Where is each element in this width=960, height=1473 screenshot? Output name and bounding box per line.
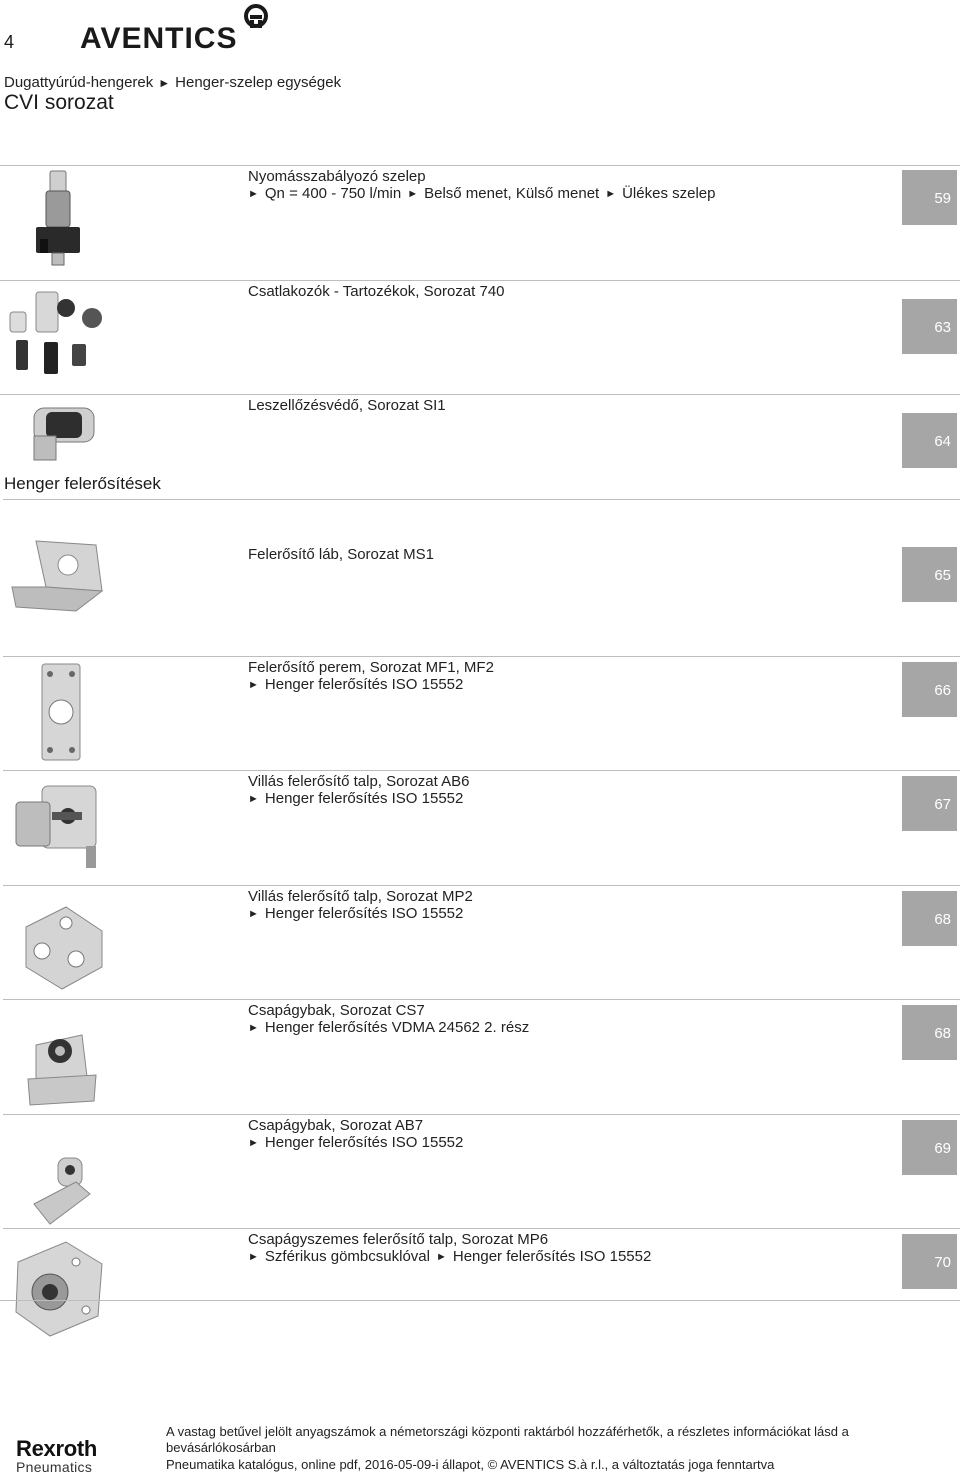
product-title: Felerősítő perem, Sorozat MF1, MF2 xyxy=(248,658,494,676)
page-link-button[interactable]: 63 xyxy=(902,299,957,354)
product-row[interactable] xyxy=(0,616,960,731)
product-title: Felerősítő láb, Sorozat MS1 xyxy=(248,545,434,563)
product-row[interactable] xyxy=(0,394,960,509)
product-title: Villás felerősítő talp, Sorozat MP2 xyxy=(248,887,473,905)
product-features xyxy=(248,185,715,204)
row-divider xyxy=(3,1114,960,1115)
feature-text: Henger felerősítés ISO 15552 xyxy=(264,675,464,693)
page-link-button[interactable]: 59 xyxy=(902,170,957,225)
page-link-button[interactable]: 68 xyxy=(902,1005,957,1060)
footer-meta: Pneumatika katalógus, online pdf, 2016-05-09-i állapot, © AVENTICS S.à r.l., a változtatás joga fenntartva xyxy=(166,1457,775,1472)
product-row[interactable] xyxy=(0,1188,960,1303)
rexroth-logo-text: Rexroth xyxy=(16,1436,98,1461)
page-link-button[interactable]: 70 xyxy=(902,1234,957,1289)
product-description xyxy=(248,397,446,414)
bullet-arrow-icon: ► xyxy=(248,793,259,805)
product-title: Villás felerősítő talp, Sorozat AB6 xyxy=(248,773,470,790)
exhaust-protector-icon xyxy=(6,398,116,502)
product-features xyxy=(248,1019,529,1038)
product-description xyxy=(248,283,505,300)
row-divider xyxy=(3,1228,960,1229)
row-divider xyxy=(3,499,960,500)
feature-text: Henger felerősítés VDMA 24562 2. rész xyxy=(264,1019,530,1036)
row-divider xyxy=(0,394,960,395)
feature-text: Henger felerősítés ISO 15552 xyxy=(264,904,464,922)
feature-text: Ülékes szelep xyxy=(622,185,716,202)
product-features xyxy=(248,1248,651,1267)
bullet-arrow-icon: ► xyxy=(248,1022,259,1034)
bullet-arrow-icon: ► xyxy=(605,188,617,200)
spherical-bearing-bracket-icon xyxy=(6,1236,116,1340)
product-description xyxy=(248,1117,463,1153)
breadcrumb-item[interactable]: Dugattyúrúd-hengerek xyxy=(4,74,154,91)
product-row[interactable] xyxy=(0,1074,960,1189)
page-link-button[interactable]: 65 xyxy=(902,547,957,602)
feature-text: Qn = 400 - 750 l/min xyxy=(264,185,402,202)
footer-text xyxy=(166,1424,956,1473)
product-description xyxy=(248,659,494,695)
row-divider xyxy=(3,770,960,771)
row-divider xyxy=(0,165,960,166)
feature-text: Henger felerősítés ISO 15552 xyxy=(264,790,464,807)
feature-text: Belső menet, Külső menet xyxy=(424,185,600,202)
aventics-logo-text: AVENTICS xyxy=(80,22,238,52)
footer-note: A vastag betűvel jelölt anyagszámok a németországi központi raktárból hozzáférhetők, a részletes információkat lásd a bevásárlókosárban xyxy=(166,1424,849,1455)
product-row[interactable] xyxy=(0,165,960,280)
pressure-regulator-valve-icon xyxy=(6,169,116,273)
page-number: 4 xyxy=(4,32,15,52)
product-description xyxy=(248,168,715,204)
product-row[interactable] xyxy=(0,959,960,1074)
bullet-arrow-icon: ► xyxy=(248,678,259,691)
bullet-arrow-icon: ► xyxy=(407,188,419,200)
product-features xyxy=(248,676,494,695)
page-link-button[interactable]: 69 xyxy=(902,1120,957,1175)
section-end-divider xyxy=(0,1300,960,1301)
product-title: Csatlakozók - Tartozékok, Sorozat 740 xyxy=(248,282,505,300)
product-list xyxy=(0,165,960,1303)
product-description xyxy=(248,1002,529,1038)
product-features xyxy=(248,905,473,924)
product-row[interactable] xyxy=(0,845,960,960)
breadcrumb-arrow-icon: ► xyxy=(158,76,171,90)
product-row[interactable] xyxy=(0,509,960,616)
product-title: Csapágybak, Sorozat AB7 xyxy=(248,1116,424,1134)
feature-text: Szférikus gömbcsuklóval xyxy=(264,1248,430,1265)
product-title: Leszellőzésvédő, Sorozat SI1 xyxy=(248,397,446,414)
bullet-arrow-icon: ► xyxy=(435,1251,447,1263)
aventics-logo xyxy=(80,2,270,52)
product-features xyxy=(248,790,470,809)
product-description xyxy=(248,773,470,809)
row-divider xyxy=(3,656,960,657)
product-description xyxy=(248,546,434,563)
row-divider xyxy=(3,885,960,886)
product-row[interactable] xyxy=(0,730,960,845)
breadcrumb xyxy=(4,74,341,91)
page-link-button[interactable]: 68 xyxy=(902,891,957,946)
bullet-arrow-icon: ► xyxy=(248,1136,259,1149)
breadcrumb-item[interactable]: Henger-szelep egységek xyxy=(175,74,342,91)
product-row[interactable] xyxy=(0,280,960,395)
product-description xyxy=(248,1231,651,1267)
bullet-arrow-icon: ► xyxy=(248,907,259,920)
product-title: Csapágyszemes felerősítő talp, Sorozat MP6 xyxy=(248,1231,549,1248)
feature-text: Henger felerősítés ISO 15552 xyxy=(264,1133,464,1151)
product-title: Nyomásszabályozó szelep xyxy=(248,168,426,185)
rexroth-logo xyxy=(16,1438,97,1473)
rexroth-logo-subtext: Pneumatics xyxy=(16,1459,93,1473)
row-divider xyxy=(3,999,960,1000)
product-description xyxy=(248,888,473,924)
connectors-accessories-icon xyxy=(6,284,116,388)
product-features xyxy=(248,1134,463,1153)
page-title: CVI sorozat xyxy=(4,91,114,114)
product-title: Csapágybak, Sorozat CS7 xyxy=(248,1002,425,1019)
feature-text: Henger felerősítés ISO 15552 xyxy=(452,1248,652,1265)
page-link-button[interactable]: 67 xyxy=(902,776,957,831)
page-link-button[interactable]: 66 xyxy=(902,662,957,717)
bullet-arrow-icon: ► xyxy=(248,188,259,200)
page-link-button[interactable]: 64 xyxy=(902,413,957,468)
row-divider xyxy=(0,280,960,281)
section-heading: Henger felerősítések xyxy=(4,474,161,493)
bullet-arrow-icon: ► xyxy=(248,1251,259,1263)
